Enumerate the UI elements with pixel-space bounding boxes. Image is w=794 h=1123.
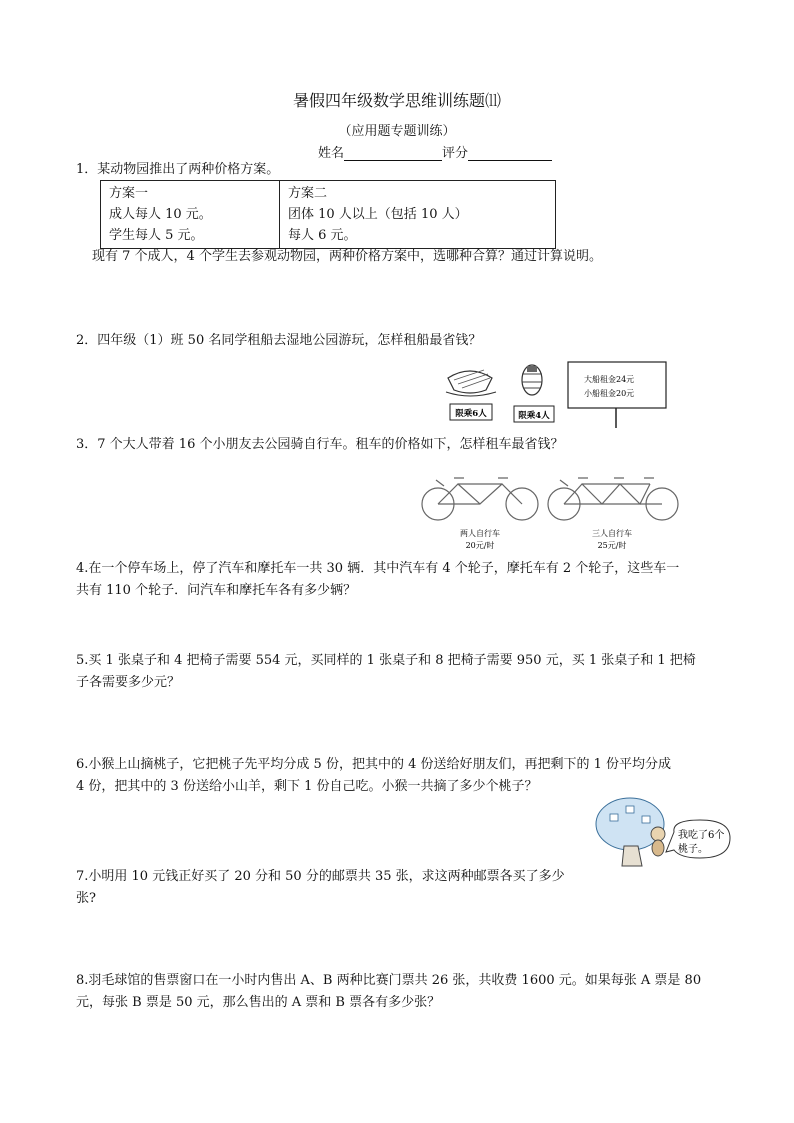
question-5-line1: 5.买 1 张桌子和 4 把椅子需要 554 元，买同样的 1 张桌子和 8 把椅子需要 950 元，买 1 张桌子和 1 把椅 xyxy=(76,653,696,668)
big-boat-label: 限乘6人 xyxy=(455,409,487,419)
plan-2-line2: 每人 6 元。 xyxy=(288,228,357,243)
tandem-bike-2-icon xyxy=(422,478,538,520)
question-3: 3．7 个大人带着 16 个小朋友去公园骑自行车。租车的价格如下，怎样租车最省钱？ xyxy=(76,437,564,452)
question-2: 2．四年级（1）班 50 名同学租船去湿地公园游玩，怎样租船最省钱？ xyxy=(76,333,482,348)
question-5-line2: 子各需要多少元？ xyxy=(76,675,181,690)
name-label: 姓名 xyxy=(318,146,345,161)
question-5 xyxy=(76,650,716,694)
bike-2-name: 两人自行车 xyxy=(460,529,500,538)
question-8-line2: 元，每张 B 票是 50 元，那么售出的 A 票和 B 票各有多少张？ xyxy=(76,995,441,1010)
sign-line-2: 小船租金20元 xyxy=(584,389,635,398)
plan-1-cell xyxy=(101,181,280,249)
price-plan-table xyxy=(100,180,556,249)
question-4-line1: 4.在一个停车场上，停了汽车和摩托车一共 30 辆．其中汽车有 4 个轮子，摩托车有 2 个轮子，这些车一 xyxy=(76,561,680,576)
plan-1-line2: 学生每人 5 元。 xyxy=(109,228,204,243)
bike-2-price: 20元/时 xyxy=(465,541,495,550)
question-6-line2: 4 份，把其中的 3 份送给小山羊，剩下 1 份自己吃。小猴一共摘了多少个桃子？ xyxy=(76,779,538,794)
question-4 xyxy=(76,558,716,602)
monkey-peach-figure xyxy=(592,794,734,870)
question-7-line2: 张? xyxy=(76,891,96,906)
plan-1-name: 方案一 xyxy=(109,186,149,201)
question-1-followup: 现有 7 个成人，4 个学生去参观动物园，两种价格方案中，选哪种合算？通过计算说明。 xyxy=(92,249,602,264)
tandem-bike-3-icon xyxy=(548,478,678,520)
page-title: 暑假四年级数学思维训练题⑾ xyxy=(292,91,501,110)
bubble-line-1: 我吃了6个 xyxy=(678,830,725,841)
sign-line-1: 大船租金24元 xyxy=(584,375,635,384)
plan-2-line1: 团体 10 人以上（包括 10 人） xyxy=(288,207,468,222)
small-boat-icon xyxy=(522,365,542,395)
question-1: 1．某动物园推出了两种价格方案。 xyxy=(76,162,280,177)
question-4-line2: 共有 110 个轮子．问汽车和摩托车各有多少辆？ xyxy=(76,583,357,598)
score-label: 评分 xyxy=(442,146,469,161)
page-subtitle: （应用题专题训练） xyxy=(338,124,456,139)
boat-rental-figure xyxy=(440,358,672,430)
plan-2-name: 方案二 xyxy=(288,186,328,201)
bike-3-price: 25元/时 xyxy=(597,541,627,550)
question-6 xyxy=(76,754,716,798)
bicycle-rental-figure xyxy=(418,466,680,552)
small-boat-label: 限乘4人 xyxy=(518,411,550,421)
plan-1-line1: 成人每人 10 元。 xyxy=(109,207,212,222)
plan-2-cell xyxy=(280,181,556,249)
question-6-line1: 6.小猴上山摘桃子，它把桃子先平均分成 5 份，把其中的 4 份送给好朋友们，再把剩下的 1 份平均分成 xyxy=(76,757,672,772)
big-boat-icon xyxy=(446,370,496,396)
question-7 xyxy=(76,866,596,910)
question-8-line1: 8.羽毛球馆的售票窗口在一小时内售出 A、B 两种比赛门票共 26 张，共收费 1600 元。如果每张 A 票是 80 xyxy=(76,973,702,988)
bike-3-name: 三人自行车 xyxy=(592,529,632,538)
question-7-line1: 7.小明用 10 元钱正好买了 20 分和 50 分的邮票共 35 张，求这两种邮票各买了多少 xyxy=(76,869,565,884)
question-8 xyxy=(76,970,716,1014)
rent-sign xyxy=(568,362,666,408)
bubble-line-2: 桃子。 xyxy=(678,844,708,855)
